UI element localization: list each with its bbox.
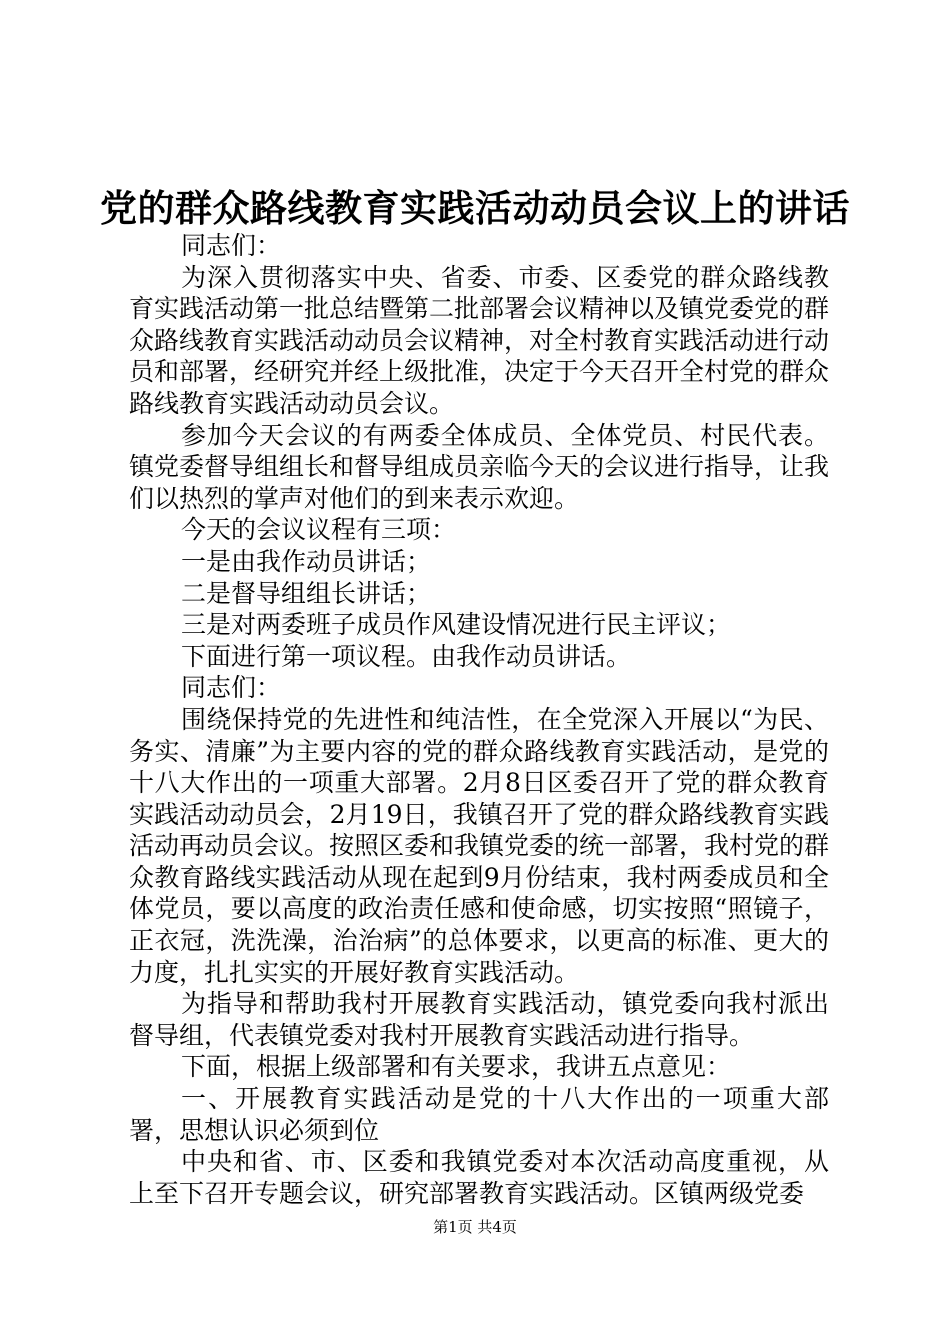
- paragraph-salutation-2: 同志们：: [181, 673, 282, 703]
- document-body: [129, 230, 829, 1209]
- paragraph-five-points: 下面，根据上级部署和有关要求，我讲五点意见：: [181, 1052, 732, 1082]
- page-footer: 第1页 共4页: [433, 1218, 517, 1236]
- paragraph-first-item: 下面进行第一项议程。由我作动员讲话。: [181, 641, 632, 671]
- section-heading-1: 一、开展教育实践活动是党的十八大作出的一项重大部署，思想认识必须到位: [129, 1084, 829, 1145]
- agenda-item-1: 一是由我作动员讲话；: [181, 546, 432, 576]
- paragraph-purpose: 为深入贯彻落实中央、省委、市委、区委党的群众路线教育实践活动第一批总结暨第二批部署会议精神以及镇党委党的群众路线教育实践活动动员会议精神，对全村教育实践活动进行动员和部署，经研究并经上级批准，决定于今天召开全村党的群众路线教育实践活动动员会议。: [129, 262, 830, 418]
- document-title: 党的群众路线教育实践活动动员会议上的讲话: [100, 186, 850, 230]
- paragraph-background: 围绕保持党的先进性和纯洁性，在全党深入开展以“为民、务实、清廉”为主要内容的党的群众路线教育实践活动，是党的十八大作出的一项重大部署。2月8日区委召开了党的群众教育实践活动动员会，2月19日，我镇召开了党的群众路线教育实践活动再动员会议。按照区委和我镇党委的统一部署，我村党的群众教育路线实践活动从现在起到9月份结束，我村两委成员和全体党员，要以高度的政治责任感和使命感，切实按照“照镜子，正衣冠，洗洗澡，治治病”的总体要求，以更高的标准、更大的力度，扎扎实实的开展好教育实践活动。: [129, 704, 830, 987]
- paragraph-agenda-intro: 今天的会议议程有三项：: [181, 515, 457, 545]
- paragraph-section-1: 中央和省、市、区委和我镇党委对本次活动高度重视，从上至下召开专题会议，研究部署教育实践活动。区镇两级党委: [129, 1147, 829, 1208]
- agenda-item-2: 二是督导组组长讲话；: [181, 578, 432, 608]
- paragraph-salutation: 同志们：: [181, 231, 282, 260]
- paragraph-supervision: 为指导和帮助我村开展教育实践活动，镇党委向我村派出督导组，代表镇党委对我村开展教育实践活动进行指导。: [129, 989, 829, 1050]
- agenda-item-3: 三是对两委班子成员作风建设情况进行民主评议；: [181, 610, 732, 640]
- paragraph-attendees: 参加今天会议的有两委全体成员、全体党员、村民代表。镇党委督导组组长和督导组成员亲临今天的会议进行指导，让我们以热烈的掌声对他们的到来表示欢迎。: [129, 420, 830, 513]
